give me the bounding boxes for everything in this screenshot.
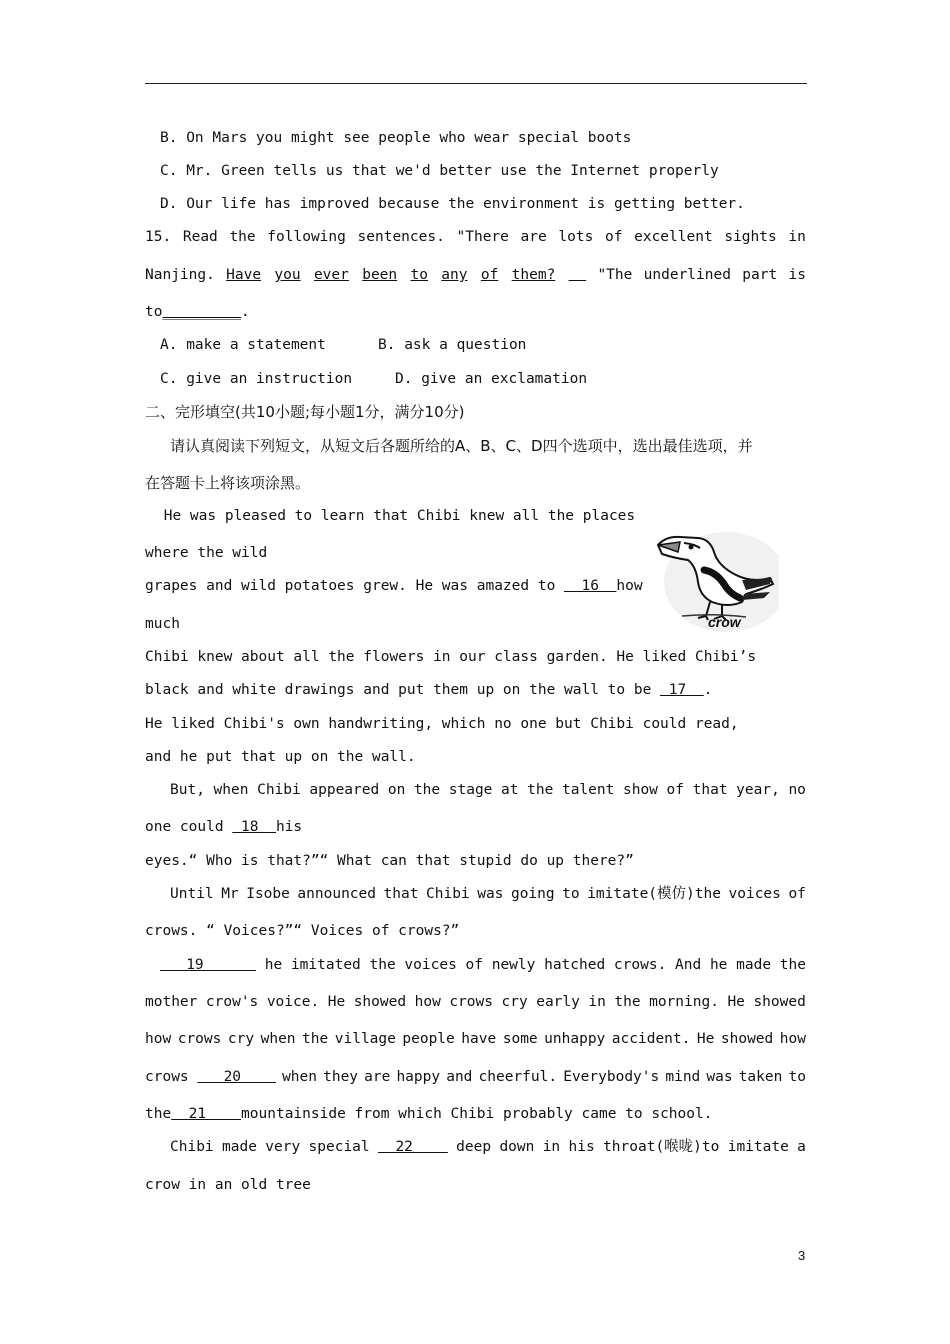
passage-line: where the wild: [145, 545, 268, 561]
passage-line: eyes.“ Who is that?”“ What can that stupid do up there?”: [145, 853, 634, 869]
blank-22: 22: [377, 1139, 448, 1155]
blank-16: 16: [564, 578, 617, 594]
passage-line: crows. “ Voices?”“ Voices of crows?”: [145, 923, 460, 939]
q15-line-1: 15. Read the following sentences. "There are lots of excellent sights in: [145, 229, 806, 245]
blank-20: 20: [197, 1069, 276, 1085]
passage-line: crow in an old tree: [145, 1177, 311, 1193]
passage-line: Chibi knew about all the flowers in our class garden. He liked Chibi’s: [145, 649, 757, 665]
q15-line-3: to_________.: [145, 304, 250, 320]
passage-line: mother crow's voice. He showed how crows cry early in the morning. He showed: [145, 994, 806, 1010]
passage-line: and he put that up on the wall.: [145, 749, 416, 765]
passage-line: Until Mr Isobe announced that Chibi was going to imitate(模仿)the voices of: [170, 886, 806, 902]
section-heading: 二、完形填空(共10小题;每小题1分，满分10分): [145, 403, 465, 421]
passage-line: the 21 mountainside from which Chibi probably came to school.: [145, 1106, 713, 1122]
passage-line: much: [145, 616, 180, 632]
q15-option-b: B. ask a question: [378, 337, 527, 353]
blank-17: 17: [660, 682, 704, 698]
crow-caption: crow: [708, 614, 741, 630]
answer-blank: _________: [162, 304, 242, 320]
passage-line: He liked Chibi's own handwriting, which no one but Chibi could read,: [145, 716, 739, 732]
blank-21: 21: [171, 1106, 242, 1122]
header-rule: [145, 83, 807, 84]
passage-line: how crows cry when the village people have some unhappy accident. He showed how: [145, 1031, 806, 1047]
passage-line: grapes and wild potatoes grew. He was amazed to 16 how: [145, 578, 643, 594]
q15-line-2: Nanjing. Have you ever been to any of them? "The underlined part is: [145, 267, 806, 283]
q15-option-d: D. give an exclamation: [395, 371, 588, 387]
q15-option-c: C. give an instruction: [160, 371, 353, 387]
passage-line: black and white drawings and put them up on the wall to be 17 .: [145, 682, 713, 698]
blank-19: 19: [160, 957, 257, 973]
passage-line: Chibi made very special 22 deep down in his throat(喉咙)to imitate a: [170, 1139, 806, 1155]
passage-line: But, when Chibi appeared on the stage at the talent show of that year, no: [170, 782, 806, 798]
q15-option-a: A. make a statement: [160, 337, 326, 353]
q15-underlined-part: Have you ever been to any of them?: [226, 267, 556, 283]
q14-option-d: D. Our life has improved because the environment is getting better.: [160, 196, 745, 212]
passage-line: crows 20 when they are happy and cheerful. Everybody's mind was taken to: [145, 1069, 806, 1085]
page-number: 3: [798, 1248, 806, 1263]
q14-option-c: C. Mr. Green tells us that we'd better use the Internet properly: [160, 163, 719, 179]
blank-18: 18: [232, 819, 276, 835]
passage-line: one could 18 his: [145, 819, 303, 835]
instructions-line-2: 在答题卡上将该项涂黑。: [145, 474, 311, 492]
passage-line: He was pleased to learn that Chibi knew all the places: [155, 508, 636, 524]
crow-illustration: [644, 520, 779, 638]
q14-option-b: B. On Mars you might see people who wear special boots: [160, 130, 632, 146]
passage-line: 19 he imitated the voices of newly hatched crows. And he made the: [160, 957, 806, 973]
instructions-line-1: 请认真阅读下列短文，从短文后各题所给的A、B、C、D四个选项中，选出最佳选项，并: [170, 437, 753, 455]
